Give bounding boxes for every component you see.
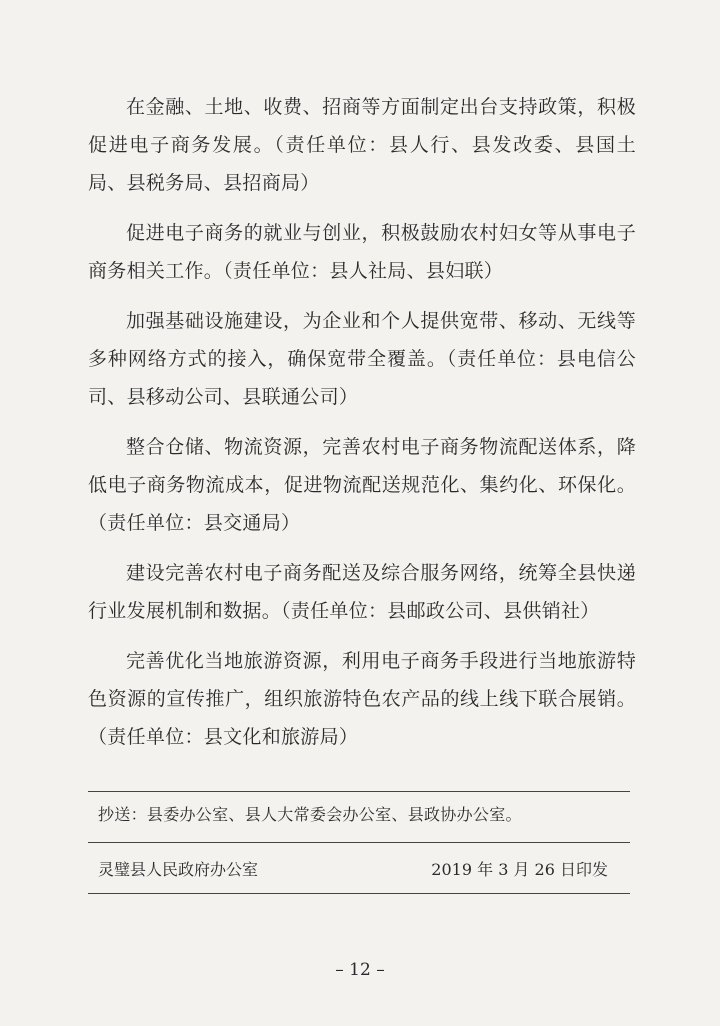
issuer-bottom-rule xyxy=(88,893,630,894)
paragraph-tourism: 完善优化当地旅游资源，利用电子商务手段进行当地旅游特色资源的宣传推广，组织旅游特色农产品的线上线下联合展销。（责任单位：县文化和旅游局） xyxy=(88,650,636,748)
issue-date: 2019 年 3 月 26 日印发 xyxy=(431,860,608,879)
paragraph-infrastructure: 加强基础设施建设，为企业和个人提供宽带、移动、无线等多种网络方式的接入，确保宽带全覆盖。（责任单位：县电信公司、县移动公司、县联通公司） xyxy=(88,310,636,408)
paragraph-finance-policy: 在金融、土地、收费、招商等方面制定出台支持政策，积极促进电子商务发展。（责任单位：县人行、县发改委、县国土局、县税务局、县招商局） xyxy=(88,96,636,194)
issuer-office: 灵璧县人民政府办公室 xyxy=(98,860,259,879)
body-text xyxy=(88,88,636,768)
cc-top-rule xyxy=(88,791,630,792)
paragraph-logistics: 整合仓储、物流资源，完善农村电子商务物流配送体系，降低电子商务物流成本，促进物流配送规范化、集约化、环保化。（责任单位：县交通局） xyxy=(88,436,636,534)
cc-bottom-rule xyxy=(88,842,630,843)
paragraph-delivery-network: 建设完善农村电子商务配送及综合服务网络，统筹全县快递行业发展机制和数据。（责任单位：县邮政公司、县供销社） xyxy=(88,562,636,622)
paragraph-employment: 促进电子商务的就业与创业，积极鼓励农村妇女等从事电子商务相关工作。（责任单位：县人社局、县妇联） xyxy=(88,222,636,282)
page-number: – 12 – xyxy=(335,960,385,980)
cc-line: 抄送：县委办公室、县人大常委会办公室、县政协办公室。 xyxy=(98,805,522,824)
